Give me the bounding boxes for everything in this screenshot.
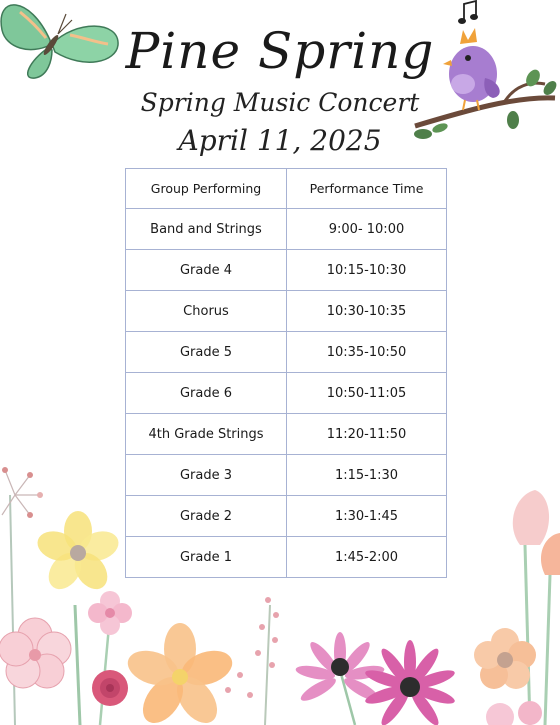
table-row	[126, 537, 447, 578]
group-cell: Grade 3	[126, 455, 287, 496]
group-cell: Chorus	[126, 291, 287, 332]
table-row	[126, 250, 447, 291]
column-header-group: Group Performing	[126, 169, 287, 209]
schedule-table	[125, 168, 447, 578]
time-cell: 10:30-10:35	[287, 291, 447, 332]
group-cell: Grade 1	[126, 537, 287, 578]
group-cell: Band and Strings	[126, 209, 287, 250]
page-subtitle: Spring Music Concert	[140, 88, 420, 117]
time-cell: 11:20-11:50	[287, 414, 447, 455]
table-row	[126, 455, 447, 496]
time-cell: 10:50-11:05	[287, 373, 447, 414]
time-cell: 1:45-2:00	[287, 537, 447, 578]
group-cell: Grade 5	[126, 332, 287, 373]
table-row	[126, 332, 447, 373]
time-cell: 1:15-1:30	[287, 455, 447, 496]
event-date: April 11, 2025	[178, 124, 382, 157]
column-header-time: Performance Time	[287, 169, 447, 209]
table-row	[126, 291, 447, 332]
time-cell: 1:30-1:45	[287, 496, 447, 537]
group-cell: Grade 6	[126, 373, 287, 414]
table-row	[126, 496, 447, 537]
time-cell: 10:15-10:30	[287, 250, 447, 291]
table-row	[126, 373, 447, 414]
table-row	[126, 209, 447, 250]
time-cell: 9:00- 10:00	[287, 209, 447, 250]
table-header-row	[126, 169, 447, 209]
table-row	[126, 414, 447, 455]
page-title: Pine Spring	[125, 22, 435, 80]
group-cell: 4th Grade Strings	[126, 414, 287, 455]
group-cell: Grade 2	[126, 496, 287, 537]
group-cell: Grade 4	[126, 250, 287, 291]
time-cell: 10:35-10:50	[287, 332, 447, 373]
